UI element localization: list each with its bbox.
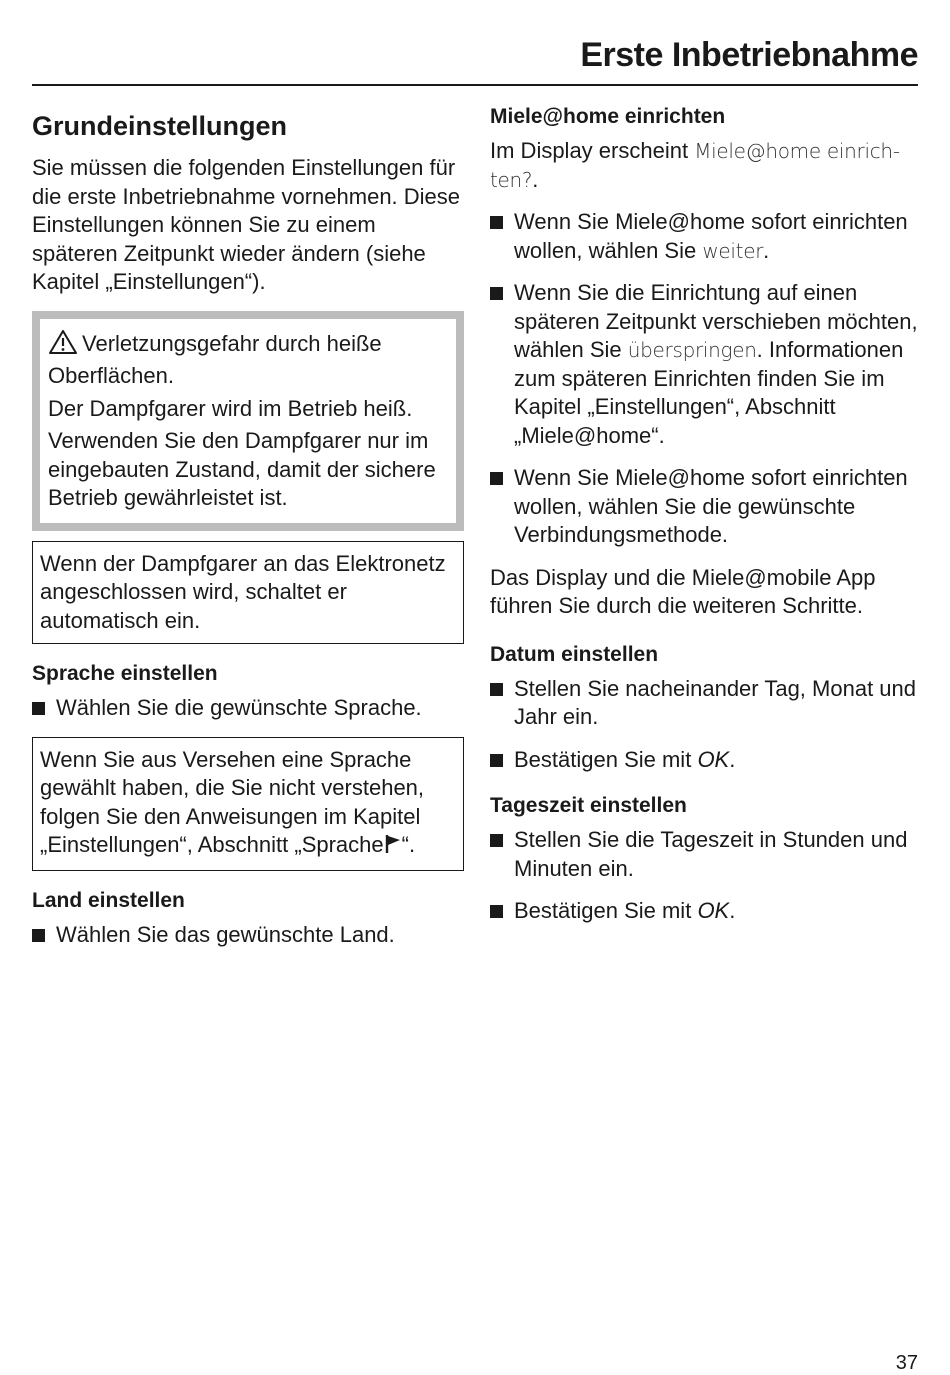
note-language-end: “. bbox=[401, 832, 416, 857]
note-box-language bbox=[32, 737, 464, 871]
list-item bbox=[490, 675, 920, 732]
list-item bbox=[32, 921, 464, 950]
bullet-square-icon bbox=[490, 472, 503, 485]
page-number: 37 bbox=[895, 1352, 918, 1374]
right-column bbox=[490, 105, 920, 940]
bullet-square-icon bbox=[32, 702, 45, 715]
text: . Informationen zum späteren Einrichten finden Sie im Kapitel „Einstellungen“, Abschnitt „Miele@home“. bbox=[514, 337, 904, 448]
warning-line-3: Verwenden Sie den Dampfgarer nur im eingebauten Zustand, damit der sichere Betrieb gewährleistet ist. bbox=[48, 428, 436, 510]
text: . bbox=[763, 237, 770, 263]
list-item bbox=[490, 826, 920, 883]
heading-sprache: Sprache einstellen bbox=[32, 662, 218, 685]
flag-icon bbox=[385, 833, 401, 862]
bullet-text: Wählen Sie die gewünschte Sprache. bbox=[56, 695, 422, 720]
ok-text: OK bbox=[697, 898, 730, 923]
warning-triangle-icon bbox=[48, 329, 78, 363]
heading-miele-home: Miele@home einrichten bbox=[490, 105, 726, 128]
list-item bbox=[490, 279, 920, 450]
bullet-square-icon bbox=[490, 683, 503, 696]
miele-intro bbox=[490, 137, 920, 194]
text: Wenn Sie die Einrichtung auf einen späteren Zeitpunkt verschieben möchten, wählen Sie bbox=[514, 280, 918, 362]
section-title: Grundeinstellungen bbox=[32, 111, 288, 141]
text: Wenn Sie Miele@home sofort einrichten wollen, wählen Sie bbox=[514, 209, 908, 263]
bullet-square-icon bbox=[490, 905, 503, 918]
warning-line-2: Der Dampfgarer wird im Betrieb heiß. bbox=[48, 395, 413, 421]
text: . bbox=[729, 898, 736, 923]
warning-heading: Verletzungsgefahr durch heiße Oberflächen. bbox=[48, 330, 382, 388]
intro-paragraph: Sie müssen die folgenden Einstellungen für die erste Inbetriebnahme vornehmen. Diese Einstellungen können Sie zu einem späteren Zeitpunkt wieder ändern (siehe Kapitel „Einstellungen“). bbox=[32, 155, 461, 294]
bullet-square-icon bbox=[490, 287, 503, 300]
list-item bbox=[490, 746, 920, 775]
note-language-text: Wenn Sie aus Versehen eine Sprache gewählt haben, die Sie nicht verstehen, folgen Sie den Anweisungen im Kapitel „Einstellungen“, Abschnitt „Sprache bbox=[40, 746, 425, 857]
bullet-text bbox=[514, 897, 735, 926]
bullet-text: Stellen Sie die Tageszeit in Stunden und Minuten ein. bbox=[514, 827, 908, 881]
bullet-text bbox=[514, 279, 920, 450]
bullet-square-icon bbox=[490, 834, 503, 847]
text: Bestätigen Sie mit bbox=[514, 746, 698, 772]
left-column bbox=[32, 105, 464, 963]
heading-land: Land einstellen bbox=[32, 888, 185, 912]
bullet-text bbox=[514, 746, 735, 775]
bullet-square-icon bbox=[490, 216, 503, 229]
bullet-square-icon bbox=[490, 754, 503, 767]
bullet-text: Stellen Sie nacheinander Tag, Monat und Jahr ein. bbox=[514, 675, 916, 729]
display-text: überspringen bbox=[627, 338, 757, 362]
text: Im Display erscheint bbox=[490, 138, 695, 163]
text: . bbox=[532, 166, 539, 192]
text: . bbox=[729, 746, 736, 772]
list-item bbox=[32, 694, 464, 723]
text: Bestätigen Sie mit bbox=[514, 898, 698, 923]
ok-text: OK bbox=[697, 746, 730, 772]
note-box-power: Wenn der Dampfgarer an das Elektronetz angeschlossen wird, schaltet er automatisch ein. bbox=[32, 541, 464, 645]
bullet-square-icon bbox=[32, 929, 45, 942]
title-divider bbox=[32, 84, 918, 86]
bullet-text bbox=[514, 208, 920, 265]
display-text: weiter bbox=[702, 238, 764, 263]
page-title: Erste Inbetriebnahme bbox=[580, 36, 918, 74]
list-item bbox=[490, 464, 920, 550]
bullet-text: Wenn Sie Miele@home sofort einrichten wollen, wählen Sie die gewünschte Verbindungsmethode. bbox=[514, 465, 908, 547]
warning-line-1 bbox=[48, 329, 448, 391]
heading-tageszeit: Tageszeit einstellen bbox=[490, 794, 687, 817]
miele-outro: Das Display und die Miele@mobile App führen Sie durch die weiteren Schritte. bbox=[490, 564, 876, 618]
bullet-text: Wählen Sie das gewünschte Land. bbox=[56, 921, 395, 947]
list-item bbox=[490, 897, 920, 926]
list-item bbox=[490, 208, 920, 265]
display-text: Miele@home einrichten? bbox=[490, 139, 901, 192]
heading-datum: Datum einstellen bbox=[490, 642, 659, 666]
warning-box bbox=[32, 311, 464, 531]
